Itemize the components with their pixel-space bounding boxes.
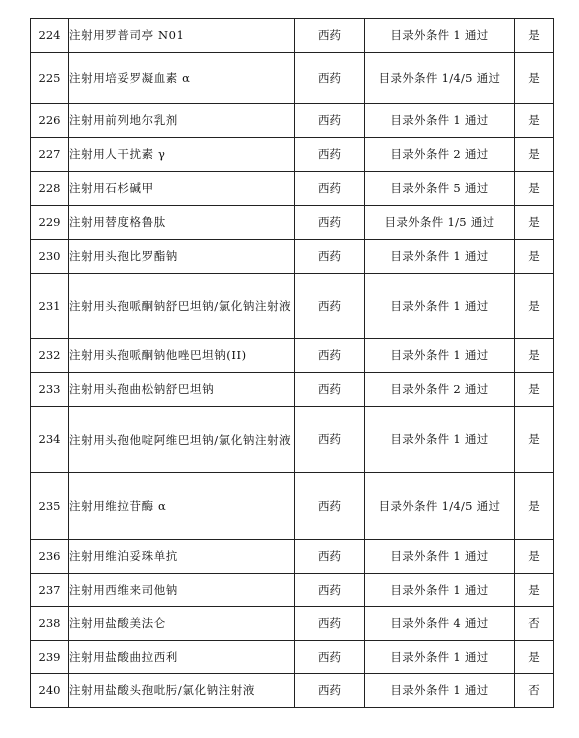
- review-condition: 目录外条件 1 通过: [365, 407, 515, 473]
- review-flag: 是: [515, 373, 554, 407]
- review-flag: 是: [515, 19, 554, 53]
- drug-type: 西药: [295, 339, 365, 373]
- row-number: 236: [31, 540, 69, 574]
- table-row: [31, 574, 554, 607]
- drug-type: 西药: [295, 53, 365, 104]
- drug-table: [30, 18, 554, 708]
- drug-name: 注射用罗普司亭 N01: [69, 19, 295, 53]
- drug-type: 西药: [295, 206, 365, 240]
- drug-name: 注射用头孢曲松钠舒巴坦钠: [69, 373, 295, 407]
- review-flag: 是: [515, 407, 554, 473]
- drug-table-body: [31, 19, 554, 708]
- review-condition: 目录外条件 4 通过: [365, 607, 515, 641]
- table-row: [31, 240, 554, 274]
- table-row: [31, 53, 554, 104]
- review-condition: 目录外条件 1 通过: [365, 240, 515, 274]
- row-number: 237: [31, 574, 69, 607]
- review-flag: 是: [515, 172, 554, 206]
- drug-type: 西药: [295, 674, 365, 708]
- review-flag: 是: [515, 473, 554, 540]
- review-condition: 目录外条件 1 通过: [365, 104, 515, 138]
- review-condition: 目录外条件 1 通过: [365, 641, 515, 674]
- review-condition: 目录外条件 1 通过: [365, 574, 515, 607]
- review-flag: 是: [515, 104, 554, 138]
- review-condition: 目录外条件 1/4/5 通过: [365, 53, 515, 104]
- table-row: [31, 641, 554, 674]
- row-number: 233: [31, 373, 69, 407]
- review-flag: 否: [515, 674, 554, 708]
- table-row: [31, 373, 554, 407]
- review-flag: 是: [515, 274, 554, 339]
- drug-type: 西药: [295, 473, 365, 540]
- drug-type: 西药: [295, 540, 365, 574]
- table-row: [31, 104, 554, 138]
- drug-name: 注射用替度格鲁肽: [69, 206, 295, 240]
- table-row: [31, 473, 554, 540]
- review-flag: 是: [515, 574, 554, 607]
- table-row: [31, 607, 554, 641]
- review-condition: 目录外条件 1 通过: [365, 674, 515, 708]
- review-flag: 是: [515, 53, 554, 104]
- drug-name: 注射用维泊妥珠单抗: [69, 540, 295, 574]
- drug-type: 西药: [295, 19, 365, 53]
- row-number: 234: [31, 407, 69, 473]
- drug-name: 注射用头孢比罗酯钠: [69, 240, 295, 274]
- table-row: [31, 274, 554, 339]
- drug-name: 注射用盐酸头孢吡肟/氯化钠注射液: [69, 674, 295, 708]
- review-condition: 目录外条件 1 通过: [365, 339, 515, 373]
- row-number: 231: [31, 274, 69, 339]
- review-flag: 是: [515, 206, 554, 240]
- drug-type: 西药: [295, 574, 365, 607]
- review-flag: 是: [515, 339, 554, 373]
- drug-name: 注射用维拉苷酶 α: [69, 473, 295, 540]
- review-flag: 是: [515, 240, 554, 274]
- drug-name: 注射用头孢他啶阿维巴坦钠/氯化钠注射液: [69, 407, 295, 473]
- review-flag: 否: [515, 607, 554, 641]
- review-condition: 目录外条件 2 通过: [365, 373, 515, 407]
- review-condition: 目录外条件 1 通过: [365, 19, 515, 53]
- drug-name: 注射用头孢哌酮钠他唑巴坦钠(II): [69, 339, 295, 373]
- drug-name: 注射用人干扰素 γ: [69, 138, 295, 172]
- drug-name: 注射用头孢哌酮钠舒巴坦钠/氯化钠注射液: [69, 274, 295, 339]
- drug-name: 注射用石杉碱甲: [69, 172, 295, 206]
- drug-name: 注射用西维来司他钠: [69, 574, 295, 607]
- drug-name: 注射用盐酸美法仑: [69, 607, 295, 641]
- review-condition: 目录外条件 2 通过: [365, 138, 515, 172]
- drug-name: 注射用培妥罗凝血素 α: [69, 53, 295, 104]
- table-row: [31, 172, 554, 206]
- row-number: 238: [31, 607, 69, 641]
- drug-type: 西药: [295, 607, 365, 641]
- drug-type: 西药: [295, 172, 365, 206]
- drug-type: 西药: [295, 641, 365, 674]
- review-flag: 是: [515, 641, 554, 674]
- row-number: 229: [31, 206, 69, 240]
- review-condition: 目录外条件 1 通过: [365, 274, 515, 339]
- review-condition: 目录外条件 1 通过: [365, 540, 515, 574]
- row-number: 224: [31, 19, 69, 53]
- table-row: [31, 206, 554, 240]
- table-row: [31, 138, 554, 172]
- review-condition: 目录外条件 5 通过: [365, 172, 515, 206]
- drug-type: 西药: [295, 373, 365, 407]
- drug-type: 西药: [295, 138, 365, 172]
- table-row: [31, 674, 554, 708]
- row-number: 227: [31, 138, 69, 172]
- drug-type: 西药: [295, 407, 365, 473]
- review-condition: 目录外条件 1/5 通过: [365, 206, 515, 240]
- table-row: [31, 407, 554, 473]
- row-number: 225: [31, 53, 69, 104]
- review-condition: 目录外条件 1/4/5 通过: [365, 473, 515, 540]
- row-number: 240: [31, 674, 69, 708]
- row-number: 239: [31, 641, 69, 674]
- table-row: [31, 540, 554, 574]
- drug-type: 西药: [295, 240, 365, 274]
- row-number: 235: [31, 473, 69, 540]
- review-flag: 是: [515, 138, 554, 172]
- table-row: [31, 339, 554, 373]
- drug-name: 注射用盐酸曲拉西利: [69, 641, 295, 674]
- drug-name: 注射用前列地尔乳剂: [69, 104, 295, 138]
- review-flag: 是: [515, 540, 554, 574]
- drug-type: 西药: [295, 104, 365, 138]
- row-number: 230: [31, 240, 69, 274]
- row-number: 226: [31, 104, 69, 138]
- table-row: [31, 19, 554, 53]
- row-number: 228: [31, 172, 69, 206]
- row-number: 232: [31, 339, 69, 373]
- drug-type: 西药: [295, 274, 365, 339]
